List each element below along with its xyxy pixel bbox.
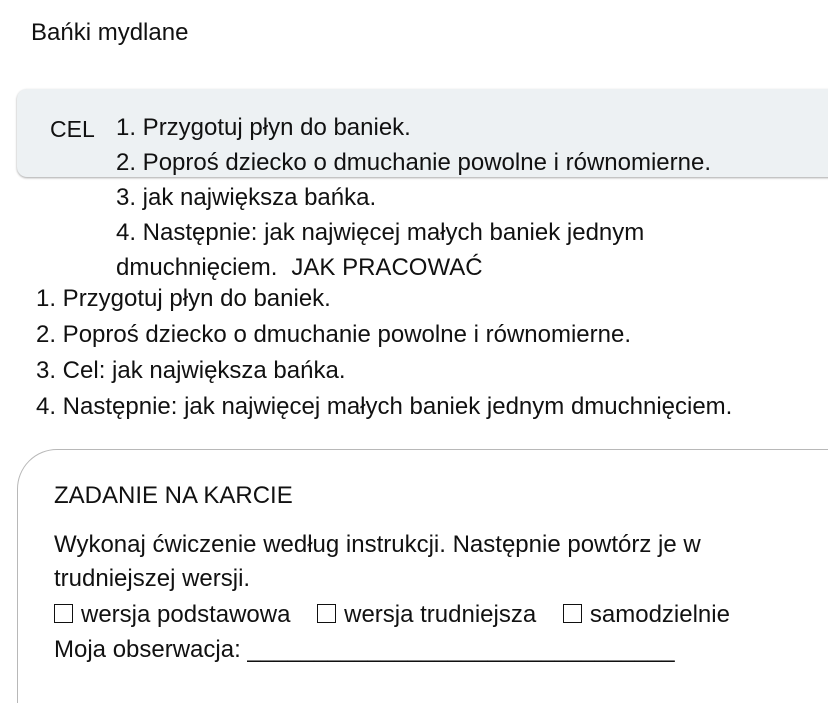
work-step: 3. Cel: jak największa bańka. (36, 357, 346, 384)
work-step: 1. Przygotuj płyn do baniek. (36, 285, 331, 312)
goal-item: 3. jak największa bańka. (116, 184, 377, 211)
checkbox-icon[interactable] (317, 604, 336, 623)
observation-line[interactable]: ________________________________ (247, 636, 675, 663)
checkbox-icon[interactable] (563, 604, 582, 623)
option-label: wersja trudniejsza (344, 601, 537, 628)
version-options (54, 598, 730, 632)
goal-item: 1. Przygotuj płyn do baniek. (116, 114, 411, 141)
goal-list (116, 110, 828, 285)
work-heading: JAK PRACOWAĆ (291, 254, 483, 281)
goal-item: 2. Poproś dziecko o dmuchanie powolne i równomierne. (116, 149, 711, 176)
option-label: wersja podstawowa (81, 601, 291, 628)
checkbox-icon[interactable] (54, 604, 73, 623)
observation-label: Moja obserwacja: (54, 636, 248, 663)
work-steps-list (36, 281, 732, 425)
task-instructions: Wykonaj ćwiczenie według instrukcji. Następnie powtórz je w trudniejszej wersji. (54, 531, 701, 592)
page-title: Bańki mydlane (31, 19, 189, 46)
work-step: 4. Następnie: jak najwięcej małych baniek jednym dmuchnięciem. (36, 393, 733, 420)
option-basic[interactable] (54, 601, 290, 628)
observation-row (54, 633, 675, 667)
option-label: samodzielnie (589, 601, 730, 628)
work-step: 2. Poproś dziecko o dmuchanie powolne i równomierne. (36, 321, 631, 348)
option-harder[interactable] (317, 601, 536, 628)
goal-label: CEL (50, 116, 95, 142)
goal-item-with-heading (116, 215, 828, 285)
option-independent[interactable] (563, 601, 730, 628)
goal-item-text: 4. Następnie: jak najwięcej małych baniek jednym dmuchnięciem. (116, 219, 645, 281)
task-card-title: ZADANIE NA KARCIE (54, 482, 293, 509)
